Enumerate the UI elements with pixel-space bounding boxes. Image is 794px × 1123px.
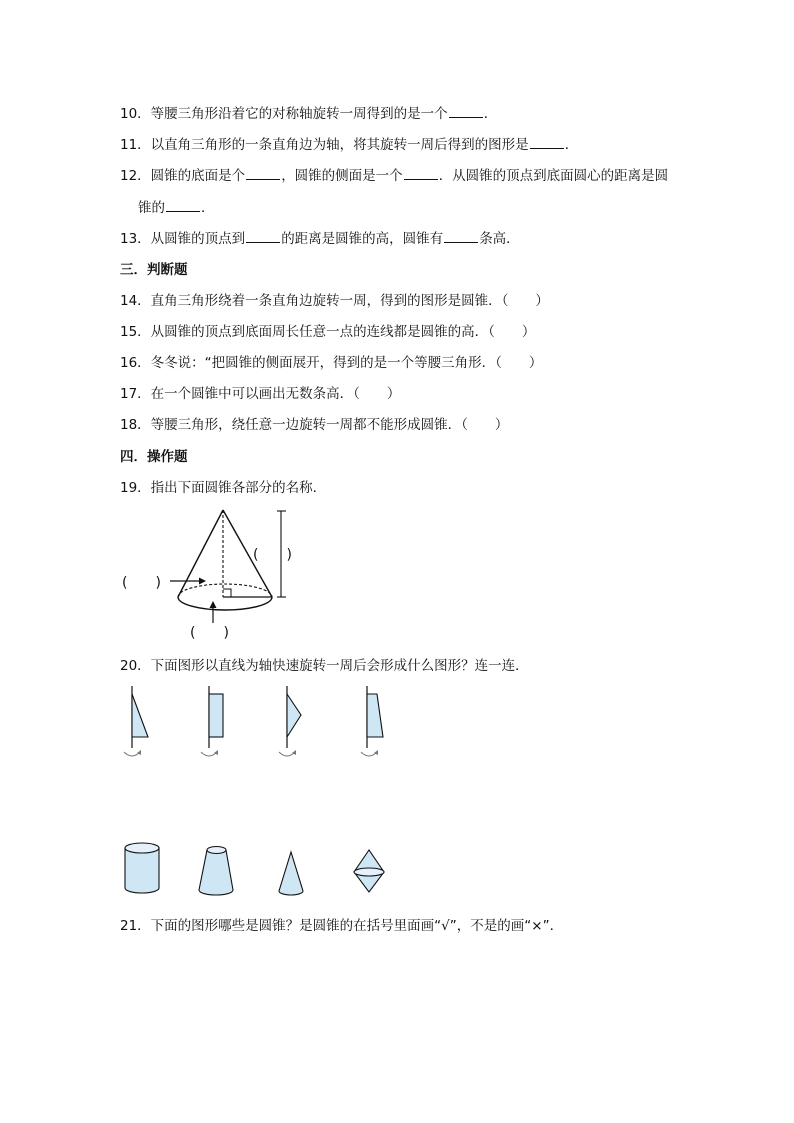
cylinder-solid[interactable] (125, 843, 159, 893)
question-13-text-a: 13．从圆锥的顶点到 (120, 231, 246, 247)
question-12-text-a: 12．圆锥的底面是个 (120, 168, 246, 184)
cone-diagram (110, 500, 330, 650)
question-17: 17．在一个圆锥中可以画出无数条高．（ ） (120, 386, 401, 402)
question-11 (120, 135, 578, 154)
question-21: 21．下面的图形哪些是圆锥？是圆锥的在括号里面画“√”，不是的画“×”． (120, 918, 564, 934)
frustum-solid[interactable] (199, 847, 233, 896)
plane-shapes-row (110, 682, 410, 772)
question-10 (120, 104, 497, 123)
kite-triangle-shape[interactable] (279, 686, 301, 756)
question-13-text-c: 条高． (479, 231, 520, 247)
question-14: 14．直角三角形绕着一条直角边旋转一周，得到的图形是圆锥．（ ） (120, 293, 549, 309)
cone-base-back (178, 584, 272, 597)
section-title-operation: 四．操作题 (120, 449, 188, 465)
question-11-end: ． (564, 137, 579, 153)
solid-shapes-row (110, 838, 410, 903)
trapezoid-shape[interactable] (361, 686, 383, 756)
cone-solid[interactable] (279, 852, 303, 895)
question-10-text: 10．等腰三角形沿着它的对称轴旋转一周得到的是一个 (120, 106, 448, 122)
rectangle-shape[interactable] (201, 686, 223, 756)
question-11-text: 11．以直角三角形的一条直角边为轴，将其旋转一周后得到的图形是 (120, 137, 529, 153)
section-title-judgement: 三．判断题 (120, 262, 188, 278)
question-12-text-d: 锥的 (138, 200, 165, 216)
question-12 (120, 166, 668, 185)
label-base[interactable]: ( ) (190, 625, 229, 641)
label-height[interactable]: ( ) (253, 547, 292, 563)
answer-blank[interactable] (449, 104, 483, 118)
answer-blank[interactable] (444, 229, 478, 243)
question-12-continued (138, 198, 215, 217)
cone-base-front (178, 597, 272, 610)
double-cone-solid[interactable] (354, 850, 384, 892)
answer-blank[interactable] (530, 135, 564, 149)
label-side[interactable]: ( ) (122, 575, 161, 591)
triangle-shape[interactable] (124, 686, 148, 756)
question-12-text-c: ．从圆锥的顶点到底面圆心的距离是圆 (438, 168, 669, 184)
answer-blank[interactable] (246, 229, 280, 243)
question-18: 18．等腰三角形，绕任意一边旋转一周都不能形成圆锥．（ ） (120, 417, 509, 433)
side-arrow-head (199, 578, 206, 585)
question-15: 15．从圆锥的顶点到底面周长任意一点的连线都是圆锥的高．（ ） (120, 324, 536, 340)
right-angle-mark (223, 589, 231, 597)
question-13 (120, 229, 520, 248)
answer-blank[interactable] (166, 198, 200, 212)
base-arrow-head (210, 601, 217, 608)
question-13-text-b: 的距离是圆锥的高，圆锥有 (281, 231, 444, 247)
answer-blank[interactable] (246, 166, 280, 180)
question-12-text-e: ． (201, 200, 215, 216)
question-16: 16．冬冬说：“把圆锥的侧面展开，得到的是一个等腰三角形．（ ） (120, 355, 543, 371)
answer-blank[interactable] (404, 166, 438, 180)
question-10-end: ． (483, 106, 498, 122)
question-19: 19．指出下面圆锥各部分的名称． (120, 480, 327, 496)
question-12-text-b: ，圆锥的侧面是一个 (281, 168, 403, 184)
question-20: 20．下面图形以直线为轴快速旋转一周后会形成什么图形？连一连． (120, 658, 529, 674)
